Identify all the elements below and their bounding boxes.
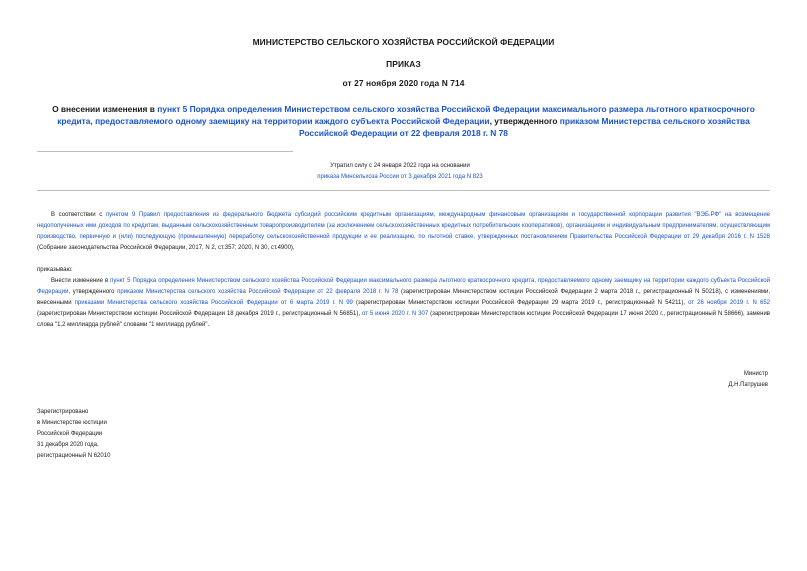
title-text-2: , утвержденного <box>489 116 560 126</box>
revoked-link[interactable]: приказа Минсельхоза России от 3 декабря 2021 года N 823 <box>317 174 483 180</box>
divider-short <box>37 151 293 152</box>
preamble-link-rules[interactable]: пунктом 9 Правил предоставления из федерального бюджета субсидий российским кредитным организациям, международным финансовым организациям и государственной корпорации развития "ВЭБ.РФ" на возмещение недополученных ими доходов по кредитам, выданным сельскохозяйственным товаропроизводителям (за исключением сельскохозяйственных кредитных потребительских кооперативов), организациям и индивидуальным предпринимателям, осуществляющим производство, первичную и (или) последующую (промышленную) переработку сельскохозяйственной продукции и ее реализацию, по льготной ставке, утвержденных постановлением Правительства Российской Федерации от 29 декабря 2016 г. N 1528 <box>37 212 771 240</box>
preamble-text-1: В соответствии с <box>51 212 106 218</box>
body-paragraph <box>37 276 770 331</box>
body-text-6: (зарегистрирован Министерством юстиции Российской Федерации 17 июня 2020 г., регистрационный N 58666), заменив слова "1,2 миллиарда рублей" словами "1 миллиард рублей". <box>37 311 770 328</box>
body-text-3: (зарегистрирован Министерством юстиции Российской Федерации 2 марта 2018 г., регистрационный N 50218), с изменениями, внесенными <box>37 289 770 306</box>
order-word: приказываю: <box>37 267 73 273</box>
body-text-4: (зарегистрирован Министерством юстиции Российской Федерации 29 марта 2019 г., регистрационный N 54211), <box>352 300 689 306</box>
body-text-2: , утвержденного <box>68 289 118 295</box>
registration-block <box>37 407 110 462</box>
registration-line: 31 декабря 2020 года, <box>37 442 99 448</box>
document-title <box>40 103 767 139</box>
body-text-1: Внести изменение в <box>51 278 111 284</box>
doc-date-number: от 27 ноября 2020 года N 714 <box>342 78 465 88</box>
doc-type: ПРИКАЗ <box>386 59 421 69</box>
body-link-point-5[interactable]: пункт 5 Порядка определения Министерством сельского хозяйства Российской Федерации максимального размера льготного краткосрочного кредита, предоставляемого одному заемщику на территории каждого субъекта Российской Федерации <box>37 278 770 295</box>
body-link-order-307[interactable]: от 5 июня 2020 г. N 307 <box>361 311 429 317</box>
registration-line: в Министерстве юстиции <box>37 420 107 426</box>
title-link-order-78[interactable]: приказом Министерства сельского хозяйства Российской Федерации от 22 февраля 2018 г. N 78 <box>299 116 750 138</box>
divider-full <box>37 190 770 191</box>
revoked-text: Утратил силу с 24 января 2022 года на основании <box>330 163 470 169</box>
ministry-header: МИНИСТЕРСТВО СЕЛЬСКОГО ХОЗЯЙСТВА РОССИЙСКОЙ ФЕДЕРАЦИИ <box>252 37 555 47</box>
registration-line: Зарегистрировано <box>37 409 89 415</box>
revoked-note <box>180 161 620 183</box>
body-link-order-78[interactable]: приказом Министерства сельского хозяйства Российской Федерации от 22 февраля 2018 г. N 78 <box>117 289 399 295</box>
title-text-1: О внесении изменения в <box>52 104 158 114</box>
title-link-point-5[interactable]: пункт 5 Порядка определения Министерством сельского хозяйства Российской Федерации максимального размера льготного краткосрочного кредита, предоставляемого одному заемщику на территории каждого субъекта Российской Федерации <box>57 104 755 126</box>
registration-line: Российской Федерации <box>37 431 103 437</box>
registration-line: регистрационный N 62010 <box>37 453 111 459</box>
signature-name: Д.Н.Патрушев <box>728 382 768 388</box>
preamble-text-2: (Собрание законодательства Российской Федерации, 2017, N 2, ст.357; 2020, N 30, ст.4900), <box>37 245 295 251</box>
signature-position: Министр <box>743 371 768 377</box>
signature-block <box>728 369 768 391</box>
body-text-5: (зарегистрирован Министерством юстиции Российской Федерации 18 декабря 2019 г., регистрационный N 56851), <box>37 311 362 317</box>
body-link-order-99[interactable]: приказами Министерства сельского хозяйства Российской Федерации от 6 марта 2019 г. N 99 <box>74 300 353 306</box>
preamble-paragraph <box>37 210 770 254</box>
body-link-order-652[interactable]: от 26 ноября 2019 г. N 652 <box>688 300 770 306</box>
